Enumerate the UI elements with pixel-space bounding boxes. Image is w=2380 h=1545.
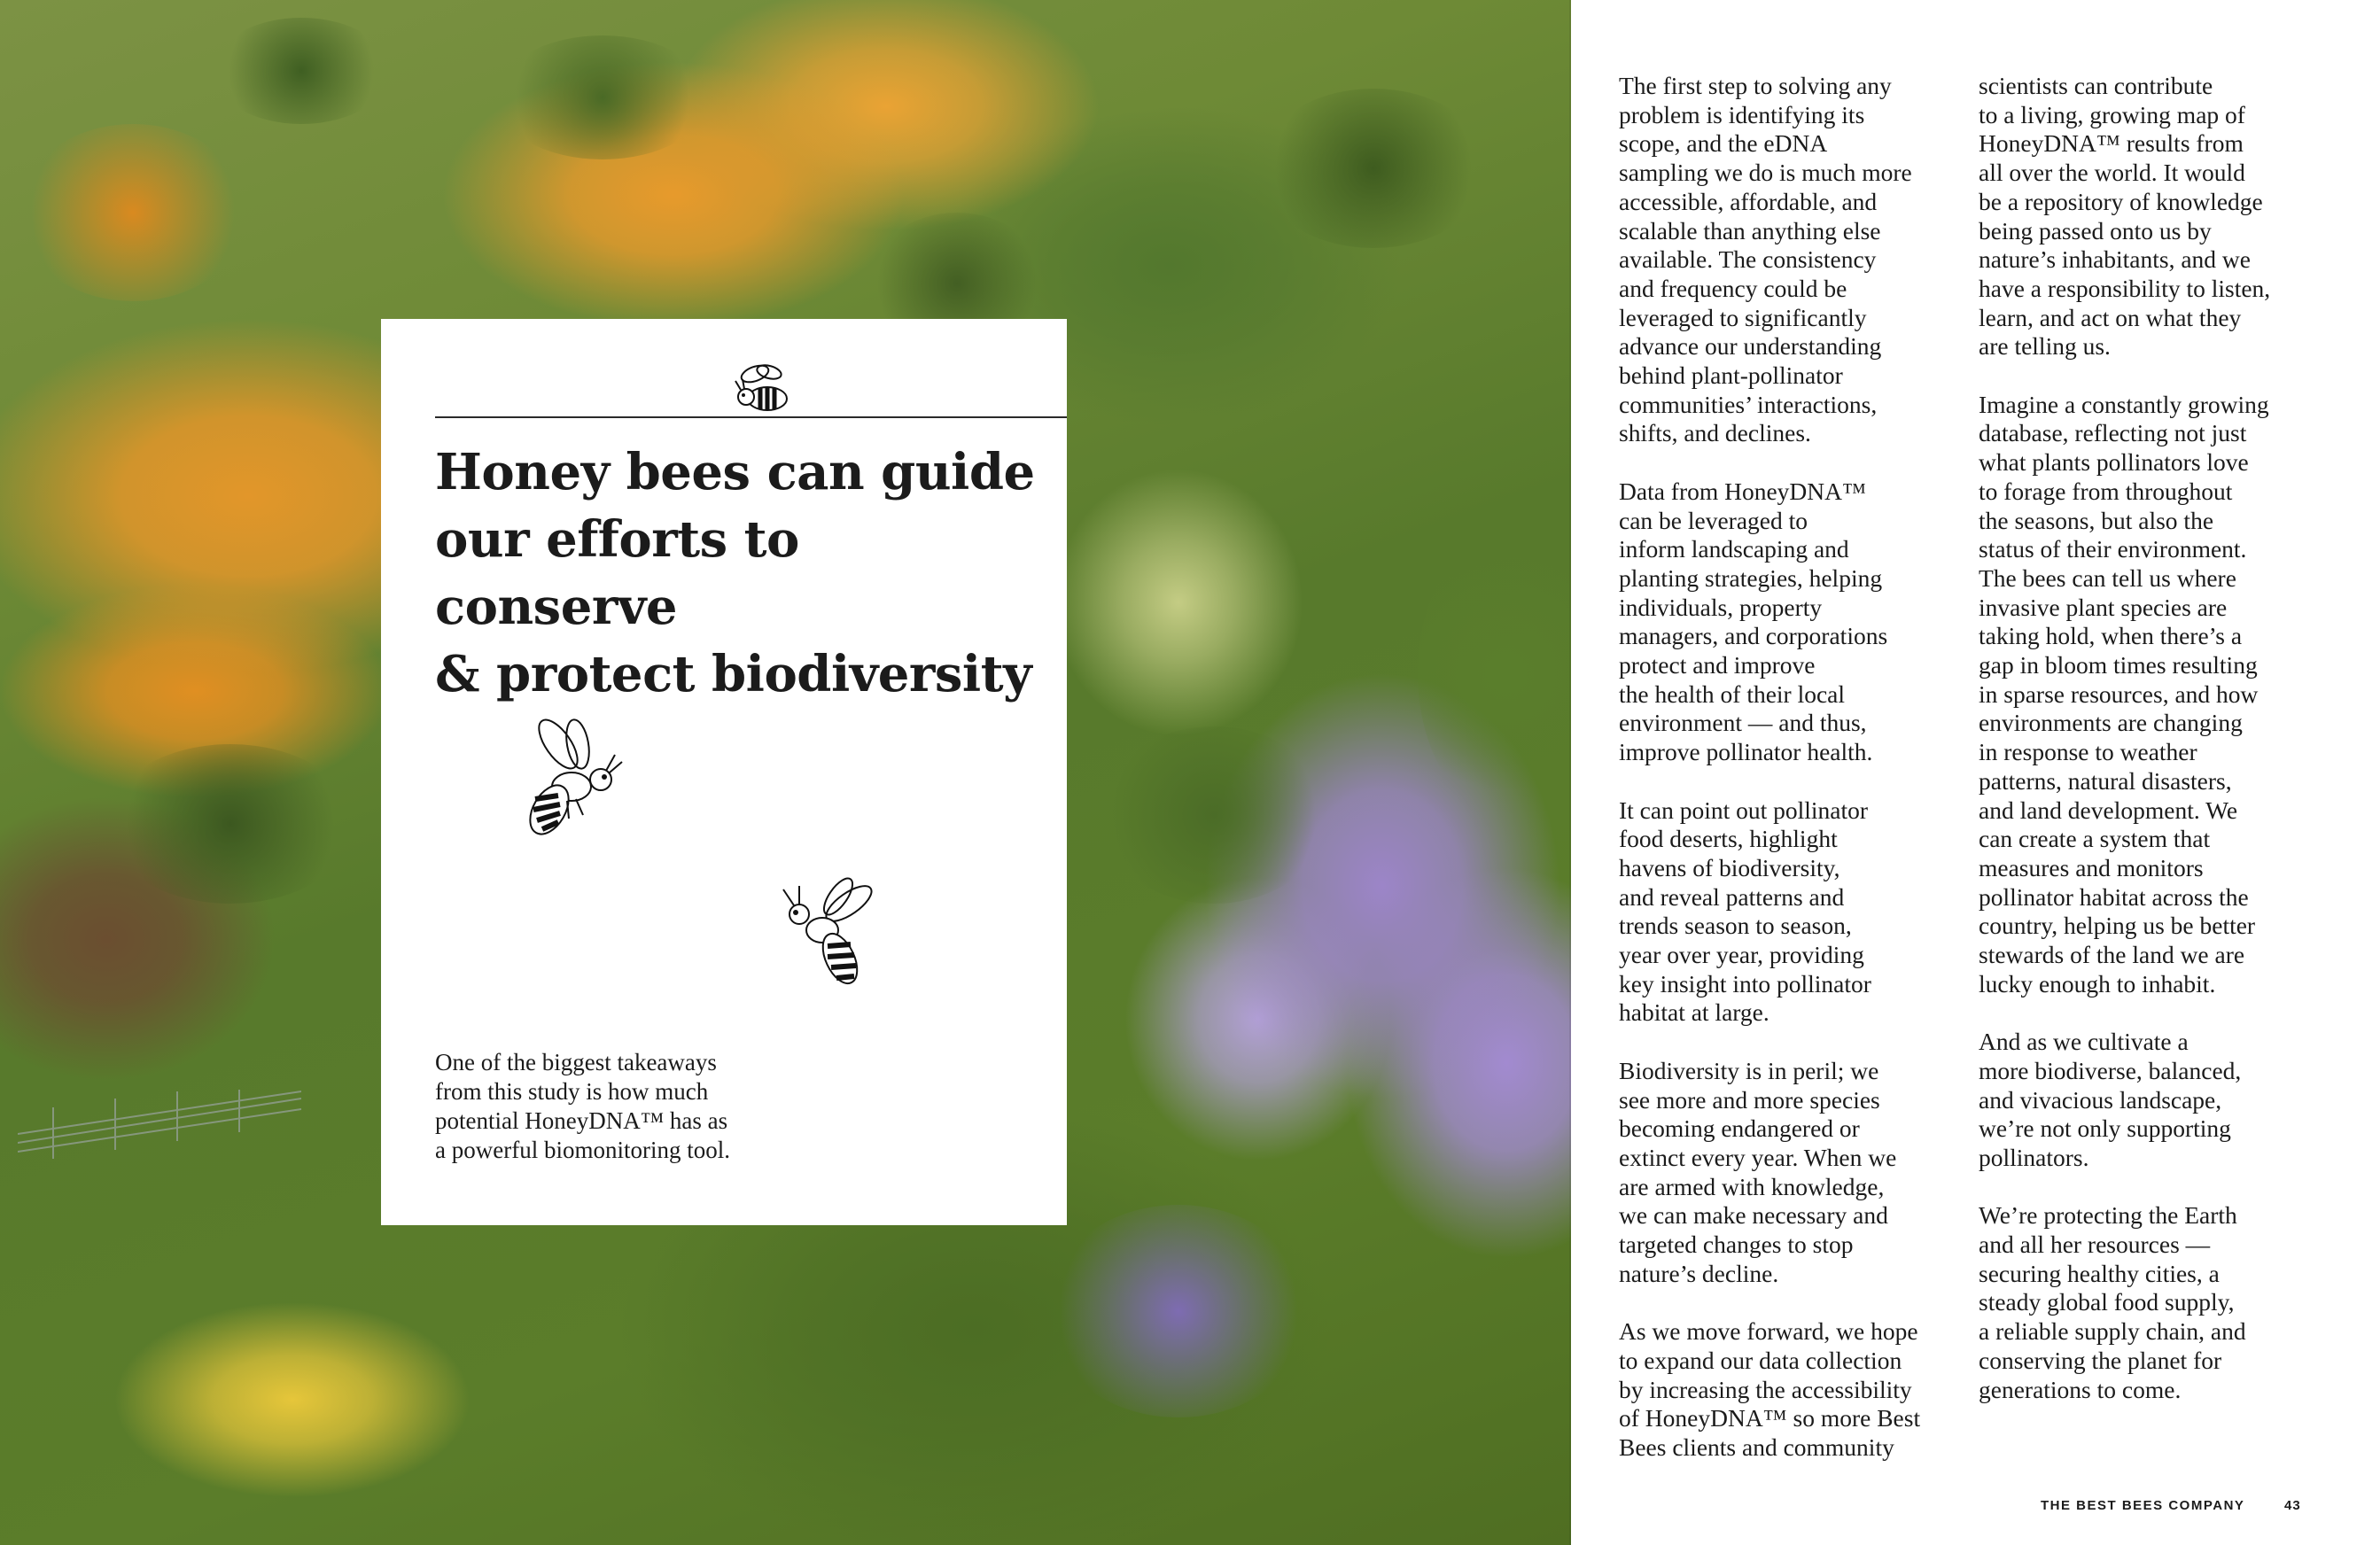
article-column-1 (1619, 72, 1973, 1491)
paragraph: Biodiversity is in peril; we see more and more species becoming endangered or extinct every year. When we are armed with knowledge, we can make necessary and targeted changes to stop nature’s decline. (1619, 1056, 1897, 1287)
page-number: 43 (2284, 1498, 2301, 1513)
callout-panel (381, 319, 1067, 1225)
divider (435, 416, 1067, 418)
callout-headline: Honey bees can guide our efforts to conserve & protect biodiversity (435, 443, 1035, 703)
wildflower-patch (1046, 1205, 1311, 1417)
fence (18, 1090, 301, 1161)
article-column-2 (1979, 72, 2351, 1433)
bee-icon (778, 877, 884, 992)
shrub (213, 18, 390, 124)
shrub (496, 35, 709, 159)
article-page (1571, 0, 2380, 1545)
shrub (1258, 89, 1489, 248)
shrub (106, 744, 354, 904)
footer-company-name: THE BEST BEES COMPANY (2041, 1498, 2245, 1513)
paragraph: And as we cultivate a more biodiverse, balanced, and vivacious landscape, we’re not only supporting pollinators. (1979, 1028, 2242, 1171)
paragraph: Imagine a constantly growing database, reflecting not just what plants pollinators love to forage from throughout the seasons, but also the status of their environment. The bees can tell us where invasive plant species are taking hold, when there’s a gap in bloom times resulting in sparse resources, and how environments are changing in response to weather patterns, natural disasters, and land development. We can create a system that measures and monitors pollinator habitat across the country, helping us be better stewards of the land we are lucky enough to inhabit. (1979, 390, 2269, 998)
bee-icon (734, 361, 794, 418)
paragraph: The first step to solving any problem is identifying its scope, and the eDNA sampling we do is much more accessible, affordable, and scalable than anything else available. The consistency and frequency could be leveraged to significantly advance our understanding behind plant-pollinator communities’ interactions, shifts, and declines. (1619, 72, 1912, 447)
paragraph: We’re protecting the Earth and all her resources — securing healthy cities, a steady global food supply, a reliable supply chain, and conserving the planet for generations to come. (1979, 1201, 2246, 1403)
bee-icon (523, 718, 629, 842)
paragraph: It can point out pollinator food deserts, highlight havens of biodiversity, and reveal patterns and trends season to season, year over year, providing key insight into pollinator habitat at large. (1619, 796, 1871, 1027)
paragraph: Data from HoneyDNA™ can be leveraged to inform landscaping and planting strategies, helping individuals, property managers, and corporations protect and improve the health of their local environment — and thus, improve pollinator health. (1619, 477, 1888, 766)
shrub (1418, 532, 1571, 815)
paragraph: As we move forward, we hope to expand our data collection by increasing the accessibility of HoneyDNA™ so more Best Bees clients and community (1619, 1317, 1921, 1461)
paragraph: scientists can contribute to a living, growing map of HoneyDNA™ results from all over the world. It would be a repository of knowledge being passed onto us by nature’s inhabitants, and we have a responsibility to listen, learn, and act on what they are telling us. (1979, 72, 2271, 361)
wildflower-patch (18, 124, 248, 301)
callout-takeaway: One of the biggest takeaways from this study is how much potential HoneyDNA™ has as a powerful biomonitoring tool. (435, 1049, 730, 1163)
shrub (1099, 726, 1329, 904)
